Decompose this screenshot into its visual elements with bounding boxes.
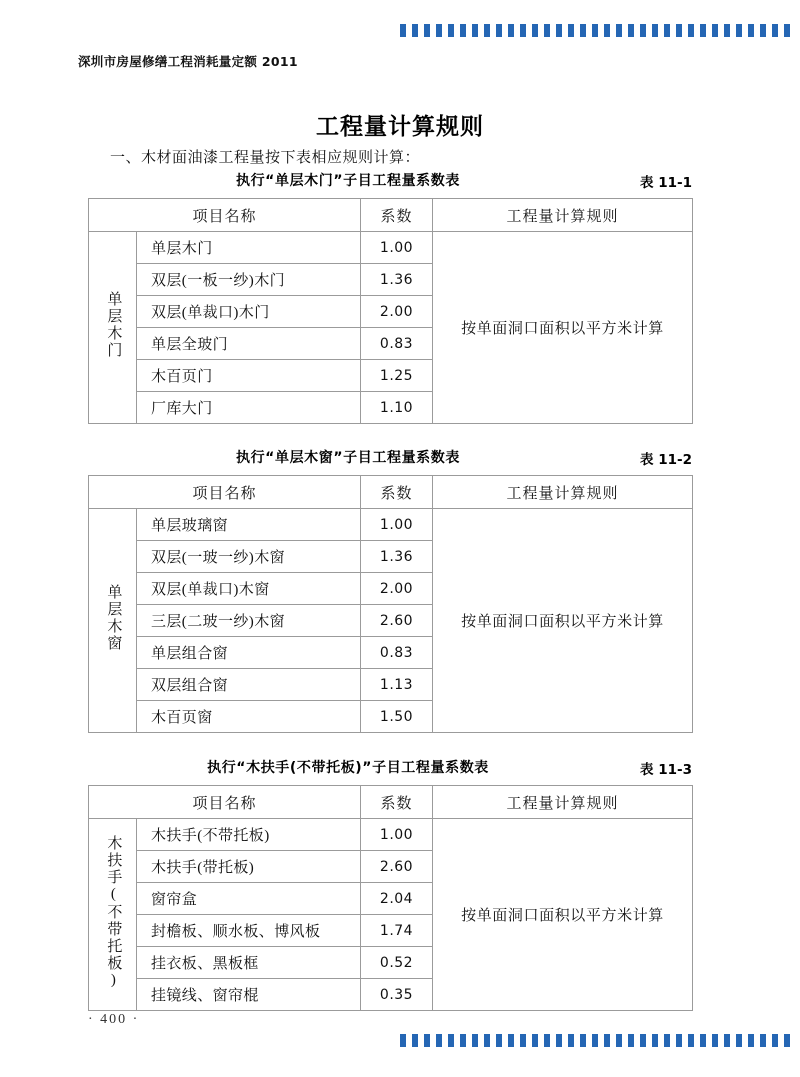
dash-mark: [760, 24, 766, 37]
coefficient-table-2: [88, 475, 693, 733]
coefficient-cell: 2.00: [361, 573, 433, 605]
table-header-row: [89, 199, 693, 232]
rule-cell: 按单面洞口面积以平方米计算: [433, 819, 693, 1011]
table-caption-3: 执行“木扶手(不带托板)”子目工程量系数表: [207, 760, 489, 776]
column-header-rule: 工程量计算规则: [433, 786, 693, 819]
dash-mark: [580, 24, 586, 37]
item-name-cell: 木百页窗: [137, 701, 361, 733]
table-header-row: [89, 786, 693, 819]
dash-mark: [496, 1034, 502, 1047]
coefficient-cell: 2.60: [361, 851, 433, 883]
table-caption-row-1: [88, 170, 692, 196]
coefficient-cell: 0.35: [361, 979, 433, 1011]
dash-mark: [784, 1034, 790, 1047]
dash-mark: [484, 1034, 490, 1047]
dash-mark: [472, 1034, 478, 1047]
table-caption-row-2: [88, 447, 692, 473]
coefficient-cell: 1.00: [361, 232, 433, 264]
running-head: 深圳市房屋修缮工程消耗量定额 2011: [78, 54, 298, 69]
item-name-cell: 单层全玻门: [137, 328, 361, 360]
dash-mark: [628, 24, 634, 37]
group-label-cell: [89, 819, 137, 1011]
dash-mark: [616, 24, 622, 37]
table-caption-1: 执行“单层木门”子目工程量系数表: [235, 173, 460, 189]
dash-mark: [496, 24, 502, 37]
column-header-rule: 工程量计算规则: [433, 199, 693, 232]
dash-mark: [568, 24, 574, 37]
dash-mark: [484, 24, 490, 37]
dash-mark: [724, 1034, 730, 1047]
dash-mark: [772, 1034, 778, 1047]
column-header-coefficient: 系数: [361, 199, 433, 232]
dash-mark: [604, 1034, 610, 1047]
coefficient-table-1: [88, 198, 693, 424]
coefficient-cell: 0.83: [361, 637, 433, 669]
item-name-cell: 双层(单裁口)木窗: [137, 573, 361, 605]
group-label-text: 木扶手(不带托板): [105, 834, 122, 990]
item-name-cell: 木扶手(带托板): [137, 851, 361, 883]
coefficient-cell: 1.00: [361, 509, 433, 541]
dash-mark: [664, 24, 670, 37]
dash-mark: [568, 1034, 574, 1047]
dash-mark: [712, 24, 718, 37]
dash-mark: [592, 24, 598, 37]
dash-mark: [772, 24, 778, 37]
table-caption-row-3: [88, 757, 692, 783]
dash-mark: [544, 24, 550, 37]
dash-mark: [676, 1034, 682, 1047]
dash-mark: [748, 1034, 754, 1047]
item-name-cell: 三层(二玻一纱)木窗: [137, 605, 361, 637]
dash-mark: [688, 1034, 694, 1047]
coefficient-cell: 1.36: [361, 541, 433, 573]
dash-mark: [412, 24, 418, 37]
coefficient-table-3: [88, 785, 693, 1011]
coefficient-cell: 1.74: [361, 915, 433, 947]
coefficient-cell: 2.60: [361, 605, 433, 637]
column-header-name: 项目名称: [89, 199, 361, 232]
coefficient-cell: 1.10: [361, 392, 433, 424]
coefficient-cell: 1.25: [361, 360, 433, 392]
dash-mark: [448, 1034, 454, 1047]
coefficient-cell: 1.50: [361, 701, 433, 733]
dash-mark: [412, 1034, 418, 1047]
table-block-3: [88, 757, 692, 1011]
dash-mark: [508, 1034, 514, 1047]
group-label-cell: [89, 232, 137, 424]
dash-mark: [532, 1034, 538, 1047]
dash-mark: [700, 1034, 706, 1047]
dash-mark: [640, 24, 646, 37]
item-name-cell: 挂镜线、窗帘棍: [137, 979, 361, 1011]
item-name-cell: 单层木门: [137, 232, 361, 264]
dash-mark: [556, 1034, 562, 1047]
dash-mark: [592, 1034, 598, 1047]
coefficient-cell: 0.52: [361, 947, 433, 979]
bottom-decorative-dash-bar: [400, 1034, 790, 1047]
dash-mark: [724, 24, 730, 37]
table-number-2: 表 11-2: [640, 452, 692, 468]
coefficient-cell: 0.83: [361, 328, 433, 360]
column-header-coefficient: 系数: [361, 786, 433, 819]
dash-mark: [520, 1034, 526, 1047]
dash-mark: [688, 24, 694, 37]
dash-mark: [784, 24, 790, 37]
coefficient-cell: 2.00: [361, 296, 433, 328]
dash-mark: [580, 1034, 586, 1047]
table-row: [89, 509, 693, 541]
dash-mark: [604, 24, 610, 37]
table-block-1: [88, 170, 692, 424]
item-name-cell: 厂库大门: [137, 392, 361, 424]
dash-mark: [424, 1034, 430, 1047]
dash-mark: [424, 24, 430, 37]
dash-mark: [460, 1034, 466, 1047]
coefficient-cell: 1.00: [361, 819, 433, 851]
table-header-row: [89, 476, 693, 509]
coefficient-cell: 1.13: [361, 669, 433, 701]
table-block-2: [88, 447, 692, 733]
dash-mark: [436, 24, 442, 37]
dash-mark: [736, 24, 742, 37]
dash-mark: [616, 1034, 622, 1047]
dash-mark: [448, 24, 454, 37]
dash-mark: [628, 1034, 634, 1047]
dash-mark: [652, 1034, 658, 1047]
coefficient-cell: 2.04: [361, 883, 433, 915]
column-header-rule: 工程量计算规则: [433, 476, 693, 509]
column-header-name: 项目名称: [89, 786, 361, 819]
rule-cell: 按单面洞口面积以平方米计算: [433, 232, 693, 424]
top-decorative-dash-bar: [400, 24, 790, 37]
dash-mark: [556, 24, 562, 37]
dash-mark: [520, 24, 526, 37]
dash-mark: [712, 1034, 718, 1047]
item-name-cell: 双层组合窗: [137, 669, 361, 701]
item-name-cell: 木扶手(不带托板): [137, 819, 361, 851]
table-number-1: 表 11-1: [640, 175, 692, 191]
dash-mark: [748, 24, 754, 37]
item-name-cell: 窗帘盒: [137, 883, 361, 915]
dash-mark: [676, 24, 682, 37]
dash-mark: [700, 24, 706, 37]
page-title: 工程量计算规则: [316, 114, 484, 140]
group-label-cell: [89, 509, 137, 733]
item-name-cell: 单层组合窗: [137, 637, 361, 669]
item-name-cell: 封檐板、顺水板、博风板: [137, 915, 361, 947]
dash-mark: [472, 24, 478, 37]
dash-mark: [436, 1034, 442, 1047]
dash-mark: [652, 24, 658, 37]
group-label-text: 单层木窗: [105, 584, 122, 652]
dash-mark: [460, 24, 466, 37]
page-number: · 400 ·: [88, 1012, 140, 1027]
dash-mark: [400, 1034, 406, 1047]
item-name-cell: 双层(单裁口)木门: [137, 296, 361, 328]
item-name-cell: 双层(一板一纱)木门: [137, 264, 361, 296]
table-row: [89, 819, 693, 851]
dash-mark: [400, 24, 406, 37]
intro-paragraph: 一、木材面油漆工程量按下表相应规则计算：: [110, 150, 421, 166]
column-header-name: 项目名称: [89, 476, 361, 509]
item-name-cell: 挂衣板、黑板框: [137, 947, 361, 979]
dash-mark: [532, 24, 538, 37]
table-number-3: 表 11-3: [640, 762, 692, 778]
coefficient-cell: 1.36: [361, 264, 433, 296]
table-row: [89, 232, 693, 264]
table-caption-2: 执行“单层木窗”子目工程量系数表: [235, 450, 460, 466]
dash-mark: [760, 1034, 766, 1047]
dash-mark: [640, 1034, 646, 1047]
dash-mark: [544, 1034, 550, 1047]
item-name-cell: 双层(一玻一纱)木窗: [137, 541, 361, 573]
item-name-cell: 木百页门: [137, 360, 361, 392]
column-header-coefficient: 系数: [361, 476, 433, 509]
rule-cell: 按单面洞口面积以平方米计算: [433, 509, 693, 733]
dash-mark: [736, 1034, 742, 1047]
item-name-cell: 单层玻璃窗: [137, 509, 361, 541]
group-label-text: 单层木门: [105, 291, 122, 359]
dash-mark: [664, 1034, 670, 1047]
dash-mark: [508, 24, 514, 37]
